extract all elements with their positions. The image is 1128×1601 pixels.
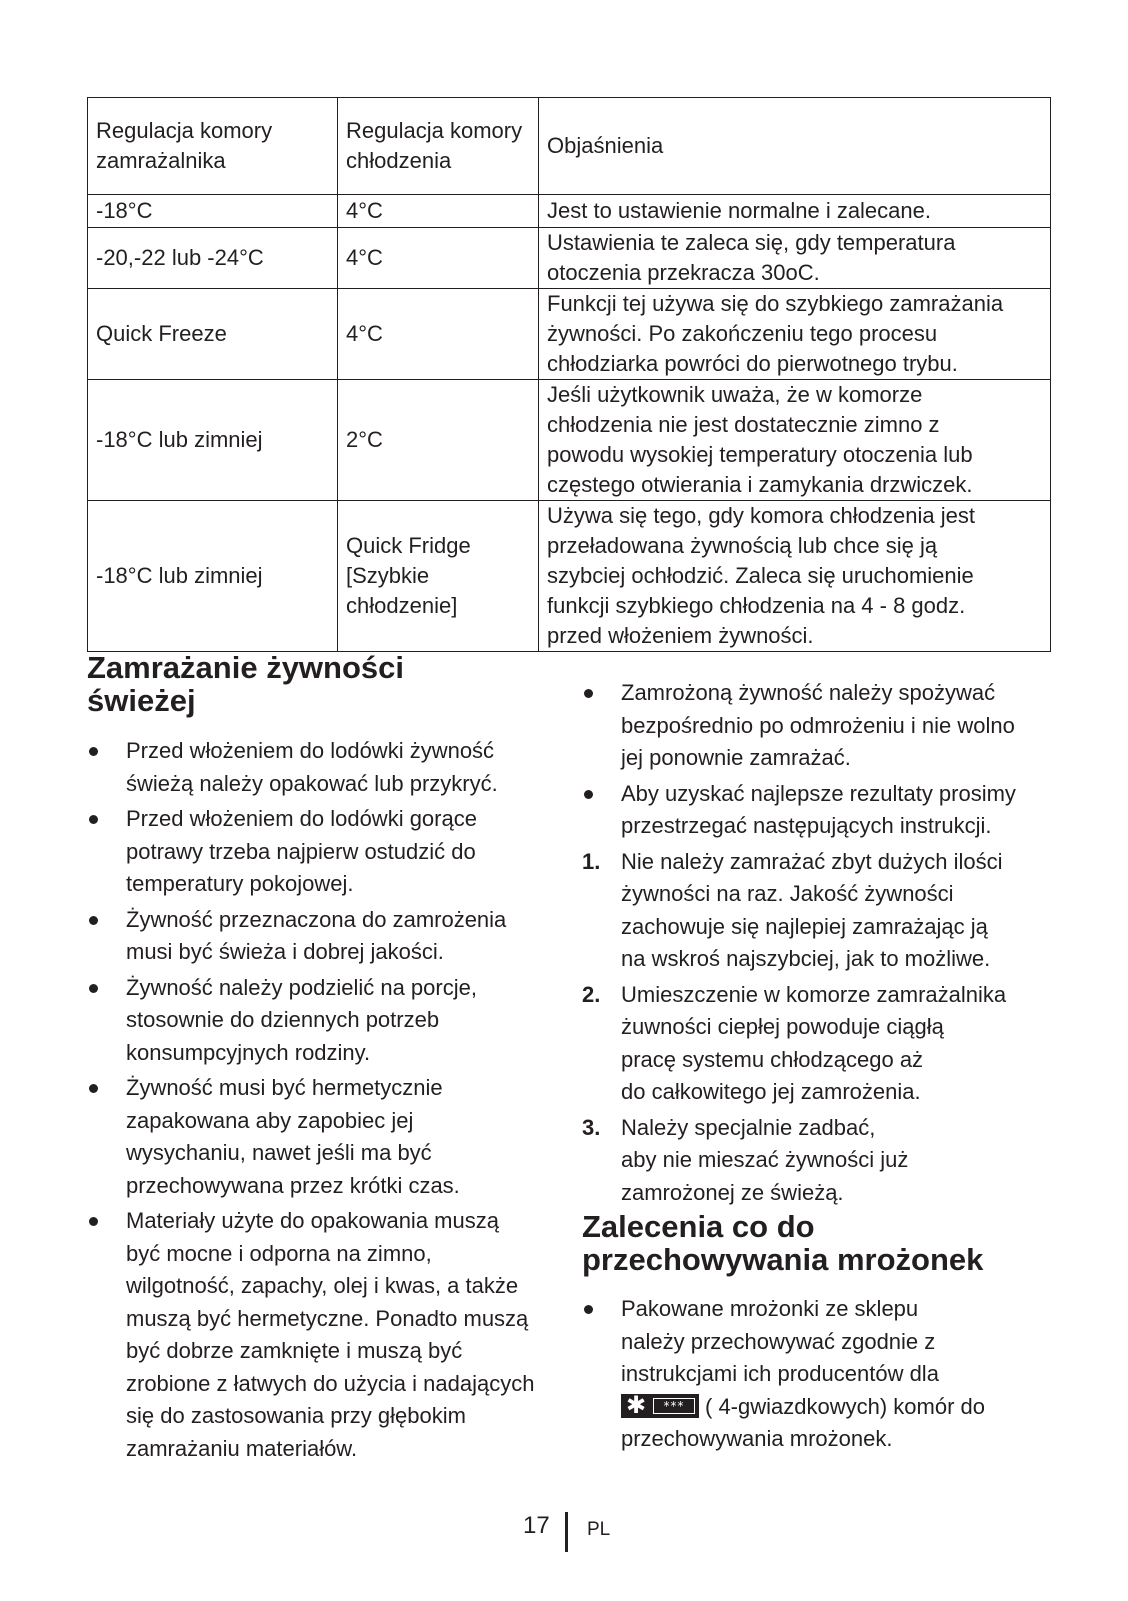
table-cell: Ustawienia te zaleca się, gdy temperatura otoczenia przekracza 30oC.: [539, 228, 1051, 289]
table-cell: 2°C: [338, 380, 539, 501]
numbered-item: 2. Umieszczenie w komorze zamrażalnika żuwności ciepłej powoduje ciągłą pracę systemu chłodzącego aż do całkowitego jej zamrożenia.: [582, 979, 1037, 1109]
item-number: 2.: [582, 981, 601, 1007]
storage-tips-list: [582, 1293, 1037, 1459]
bullet-icon: [89, 984, 98, 993]
page-number: 17: [523, 1512, 550, 1539]
table-cell: Quick Freeze: [88, 289, 338, 380]
table-cell: Quick Fridge [Szybkie chłodzenie]: [338, 501, 539, 652]
table-row: [88, 195, 1051, 228]
list-item: Żywność przeznaczona do zamrożenia musi być świeża i dobrej jakości.: [87, 904, 547, 969]
table-cell: Jest to ustawienie normalne i zalecane.: [539, 195, 1051, 228]
list-item: Pakowane mrożonki ze sklepu należy przechowywać zgodnie z instrukcjami ich producentów dla ✱ *** ( 4-gwiazdkowych) komór do przechowywania mrożonek.: [582, 1293, 1037, 1456]
table-row: [88, 380, 1051, 501]
table-row: [88, 289, 1051, 380]
table-header-row: [88, 98, 1051, 195]
numbered-item: 1. Nie należy zamrażać zbyt dużych ilości żywności na raz. Jakość żywności zachowuje się najlepiej zamrażając ją na wskroś najszybciej, jak to możliwe.: [582, 846, 1037, 976]
table-cell: 4°C: [338, 289, 539, 380]
bullet-icon: [89, 1084, 98, 1093]
table-header-cell: Regulacja komory zamrażalnika: [88, 98, 338, 195]
table-cell: 4°C: [338, 228, 539, 289]
table-cell: Używa się tego, gdy komora chłodzenia jest przeładowana żywnością lub chce się ją szybciej ochłodzić. Zaleca się uruchomienie funkcji szybkiego chłodzenia na 4 - 8 godz. przed włożeniem żywności.: [539, 501, 1051, 652]
bullet-icon: [584, 790, 593, 799]
list-item: Zamrożoną żywność należy spożywać bezpośrednio po odmrożeniu i nie wolno jej ponownie zamrażać.: [582, 677, 1037, 775]
list-item: Aby uzyskać najlepsze rezultaty prosimy przestrzegać następujących instrukcji.: [582, 778, 1037, 843]
item-number: 1.: [582, 848, 601, 874]
freezing-tips-list: [87, 735, 547, 1468]
footer-divider: [565, 1512, 568, 1552]
language-code: PL: [587, 1519, 611, 1540]
bullet-icon: [89, 916, 98, 925]
bullet-icon: [89, 815, 98, 824]
table-row: [88, 501, 1051, 652]
list-item: Przed włożeniem do lodówki gorące potrawy trzeba najpierw ostudzić do temperatury pokojowej.: [87, 803, 547, 901]
table-header-cell: Objaśnienia: [539, 98, 1051, 195]
freezing-instructions-list: [582, 677, 1037, 1212]
section-heading-frozen-storage: Zalecenia co do przechowywania mrożonek: [582, 1209, 984, 1277]
bullet-icon: [89, 747, 98, 756]
table-cell: -18°C lub zimniej: [88, 380, 338, 501]
item-number: 3.: [582, 1114, 601, 1140]
table-cell: -20,-22 lub -24°C: [88, 228, 338, 289]
table-cell: 4°C: [338, 195, 539, 228]
list-item: Żywność należy podzielić na porcje, stosownie do dziennych potrzeb konsumpcyjnych rodziny.: [87, 972, 547, 1070]
bullet-icon: [89, 1217, 98, 1226]
list-item: Przed włożeniem do lodówki żywność świeżą należy opakować lub przykryć.: [87, 735, 547, 800]
table-cell: -18°C: [88, 195, 338, 228]
bullet-icon: [584, 1305, 593, 1314]
table-header-cell: Regulacja komory chłodzenia: [338, 98, 539, 195]
list-item: Żywność musi być hermetycznie zapakowana aby zapobiec jej wysychaniu, nawet jeśli ma być przechowywana przez krótki czas.: [87, 1072, 547, 1202]
list-item: Materiały użyte do opakowania muszą być mocne i odporna na zimno, wilgotność, zapachy, olej i kwas, a także muszą być hermetyczne. Ponadto muszą być dobrze zamknięte i muszą być zrobione z łatwych do użycia i nadających się do zastosowania przy głębokim zamrażaniu materiałów.: [87, 1205, 547, 1465]
settings-table: [87, 97, 1051, 652]
section-heading-freezing-fresh-food: Zamrażanie żywności świeżej: [87, 650, 405, 718]
numbered-item: 3. Należy specjalnie zadbać, aby nie mieszać żywności już zamrożonej ze świeżą.: [582, 1112, 1037, 1210]
table-cell: Funkcji tej używa się do szybkiego zamrażania żywności. Po zakończeniu tego procesu chłodziarka powróci do pierwotnego trybu.: [539, 289, 1051, 380]
table-cell: Jeśli użytkownik uważa, że w komorze chłodzenia nie jest dostatecznie zimno z powodu wysokiej temperatury otoczenia lub częstego otwierania i zamykania drzwiczek.: [539, 380, 1051, 501]
bullet-icon: [584, 689, 593, 698]
table-cell: -18°C lub zimniej: [88, 501, 338, 652]
table-row: [88, 228, 1051, 289]
four-star-freezer-icon: ✱ ***: [621, 1394, 699, 1418]
